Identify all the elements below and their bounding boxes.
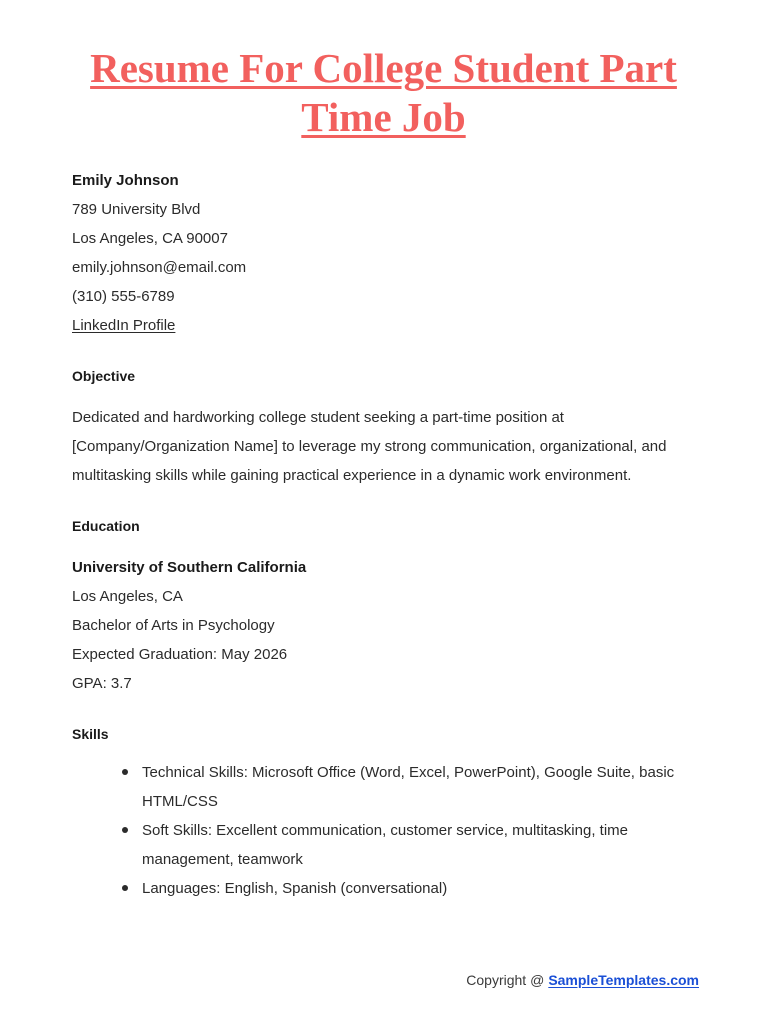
list-item: Technical Skills: Microsoft Office (Word, Excel, PowerPoint), Google Suite, basic HTML/CSS xyxy=(122,758,695,816)
contact-profile-line xyxy=(72,311,695,340)
resume-content xyxy=(0,166,767,903)
education-degree: Bachelor of Arts in Psychology xyxy=(72,617,275,634)
education-location: Los Angeles, CA xyxy=(72,588,183,605)
education-graduation: Expected Graduation: May 2026 xyxy=(72,646,288,663)
section-heading-objective: Objective xyxy=(72,368,136,384)
copyright-text: Copyright @ xyxy=(466,972,545,988)
contact-email-line: emily.johnson@email.com xyxy=(72,259,247,276)
footer-copyright xyxy=(466,972,699,988)
section-heading-skills: Skills xyxy=(72,726,109,742)
education-gpa: GPA: 3.7 xyxy=(72,675,132,692)
contact-city-line: Los Angeles, CA 90007 xyxy=(72,230,228,247)
skills-list xyxy=(72,758,695,903)
page-title: Resume For College Student Part Time Job xyxy=(90,45,677,140)
sample-templates-link[interactable]: SampleTemplates.com xyxy=(548,972,699,988)
contact-phone-line: (310) 555-6789 xyxy=(72,288,175,305)
linkedin-profile-link[interactable]: LinkedIn Profile xyxy=(72,317,176,334)
candidate-name: Emily Johnson xyxy=(72,172,179,189)
section-heading-education: Education xyxy=(72,518,140,534)
objective-body-text: Dedicated and hardworking college student seeking a part-time position at [Company/Organization Name] to leverage my strong communication, organizational, and multitasking skills while gaining practical experience in a dynamic work environment. xyxy=(72,409,667,484)
list-item: Soft Skills: Excellent communication, customer service, multitasking, time management, teamwork xyxy=(122,816,695,874)
contact-address-line: 789 University Blvd xyxy=(72,201,201,218)
list-item: Languages: English, Spanish (conversational) xyxy=(122,874,695,903)
education-school-name: University of Southern California xyxy=(72,559,307,576)
